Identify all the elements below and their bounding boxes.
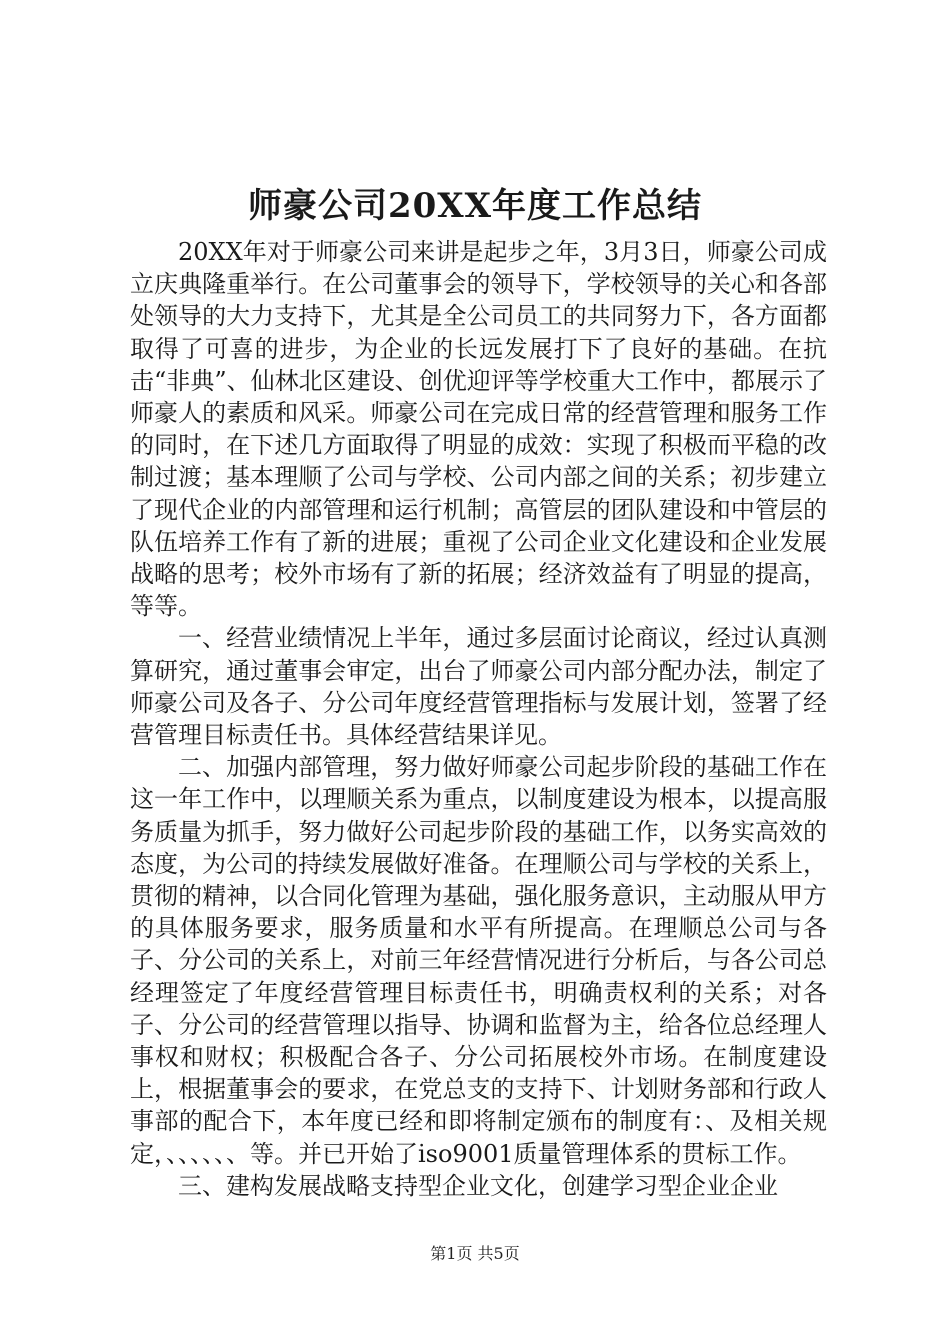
page-number: 第1页 共5页 <box>430 1244 520 1263</box>
document-title: 师豪公司20XX年度工作总结 <box>247 186 703 226</box>
paragraph-section-1: 一、经营业绩情况上半年，通过多层面讨论商议，经过认真测算研究，通过董事会审定，出台了师豪公司内部分配办法，制定了师豪公司及各子、分公司年度经营管理指标与发展计划，签署了经营管理目标责任书。具体经营结果详见。 <box>130 624 827 750</box>
page-footer <box>0 1243 950 1265</box>
paragraph-section-2: 二、加强内部管理，努力做好师豪公司起步阶段的基础工作在这一年工作中，以理顺关系为重点，以制度建设为根本，以提高服务质量为抓手，努力做好公司起步阶段的基础工作，以务实高效的态度，为公司的持续发展做好准备。在理顺公司与学校的关系上，贯彻的精神，以合同化管理为基础，强化服务意识，主动服从甲方的具体服务要求，服务质量和水平有所提高。在理顺总公司与各子、分公司的关系上，对前三年经营情况进行分析后，与各公司总经理签定了年度经营管理目标责任书，明确责权利的关系；对各子、分公司的经营管理以指导、协调和监督为主，给各位总经理人事权和财权；积极配合各子、分公司拓展校外市场。在制度建设上，根据董事会的要求，在党总支的支持下、计划财务部和行政人事部的配合下，本年度已经和即将制定颁布的制度有：、及相关规定，、、、、、、等。并已开始了iso9001质量管理体系的贯标工作。 <box>130 753 827 1168</box>
document-body <box>130 236 827 1202</box>
paragraph-intro: 20XX年对于师豪公司来讲是起步之年，3月3日，师豪公司成立庆典隆重举行。在公司董事会的领导下，学校领导的关心和各部处领导的大力支持下，尤其是全公司员工的共同努力下，各方面都取得了可喜的进步，为企业的长远发展打下了良好的基础。在抗击“非典”、仙林北区建设、创优迎评等学校重大工作中，都展示了师豪人的素质和风采。师豪公司在完成日常的经营管理和服务工作的同时，在下述几方面取得了明显的成效：实现了积极而平稳的改制过渡；基本理顺了公司与学校、公司内部之间的关系；初步建立了现代企业的内部管理和运行机制；高管层的团队建设和中管层的队伍培养工作有了新的进展；重视了公司企业文化建设和企业发展战略的思考；校外市场有了新的拓展；经济效益有了明显的提高，等等。 <box>130 238 827 621</box>
paragraph-section-3: 三、建构发展战略支持型企业文化，创建学习型企业企业 <box>178 1171 778 1200</box>
